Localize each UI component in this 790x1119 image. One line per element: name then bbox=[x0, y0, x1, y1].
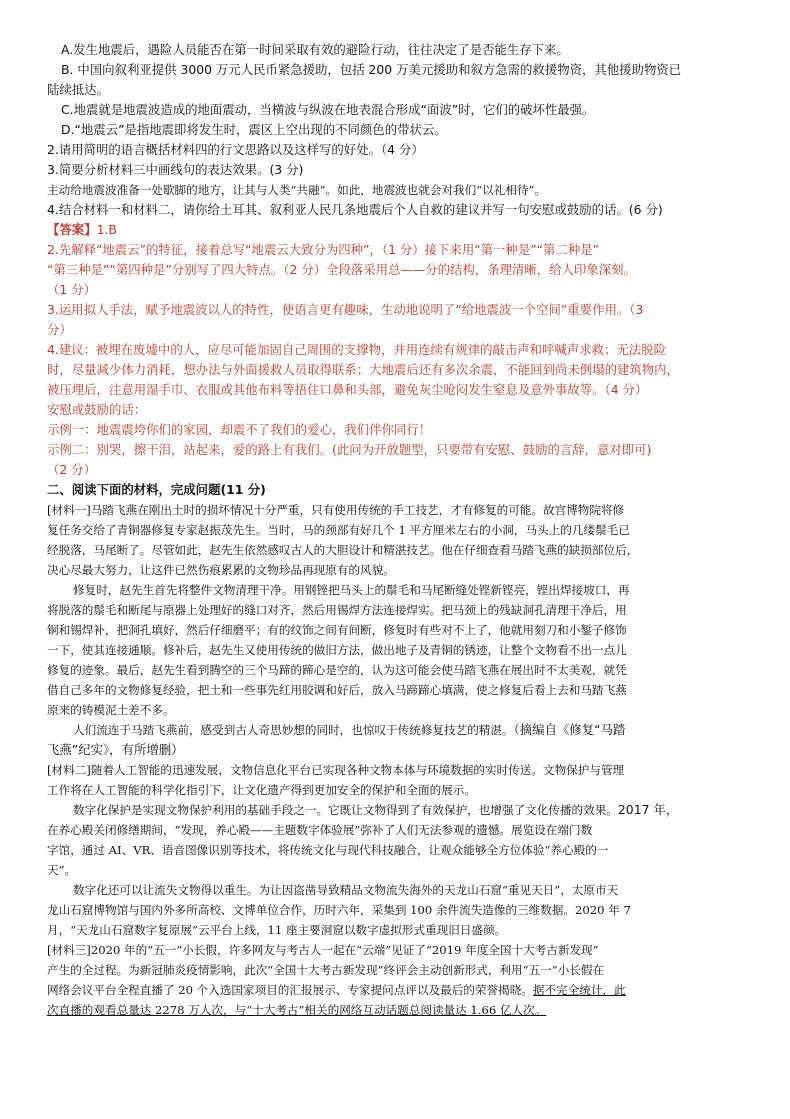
answer-4-line: 时，尽量减少体力消耗，想办法与外面援救人员取得联系；大地震后还有多次余震，不能回到尚未倒塌的建筑物内， bbox=[47, 362, 679, 377]
answer-2-line: 2.先解释“地震云”的特征，接着总写“地震云大致分为四种”，（1 分）接下来用“第一种是”“第二种是” bbox=[47, 242, 600, 257]
answer-label: 【答案】 bbox=[47, 222, 97, 237]
option-b-cont: 陆续抵达。 bbox=[47, 82, 109, 97]
material-2-text: 数字化保护是实现文物保护利用的基础手段之一。它既让文物得到了有效保护，也增强了文化传播的效果。 bbox=[73, 803, 618, 817]
material-1-line: 经脱落，马尾断了。尽管如此，赵先生依然感叹古人的大胆设计和精湛技艺。他在仔细查看马踏飞燕的缺损部位后， bbox=[47, 543, 639, 557]
underlined-sentence: 次直播的观看总量达 2278 万人次，与“十大考古”相关的网络互动话题总阅读量达 1.66 亿人次。 bbox=[47, 1003, 547, 1017]
material-3-line: 产生的全过程。为新冠肺炎疫情影响，此次“全国十大考古新发现”终评会主动创新形式，利用“五一”小长假在 bbox=[47, 963, 605, 977]
answer-3-line: 分） bbox=[47, 322, 72, 337]
source-citation-cont: 飞燕”纪实》，有所增删） bbox=[47, 742, 184, 757]
source-citation: （摘编自《修复“马踏 bbox=[513, 722, 626, 737]
material-2-line: [材料二]随着人工智能的迅速发展，文物信息化平台已实现各种文物本体与环境数据的实时传送。文物保护与管理 bbox=[47, 763, 625, 777]
material-1-line: [材料一]马踏飞燕在刚出土时的损坏情况十分严重，只有使用传统的手工技艺，才有修复的可能。故宫博物院将修 bbox=[47, 503, 625, 517]
option-a: A.发生地震后，遇险人员能否在第一时间采取有效的避险行动，往往决定了是否能生存下来。 bbox=[61, 42, 569, 57]
answer-4-line: 4.建议：被埋在废墟中的人，应尽可能加固自己周围的支撑物，并用连续有规律的敲击声和呼喊声求救；无法脱险 bbox=[47, 342, 666, 357]
option-d: D.“地震云”是指地震即将发生时，震区上空出现的不同颜色的带状云。 bbox=[61, 122, 447, 137]
answer-1-value: 1.B bbox=[96, 222, 117, 237]
question-3: 3.简要分析材料三中画线句的表达效果。(3 分) bbox=[47, 162, 304, 177]
material-2-line: 数字化还可以让流失文物得以重生。为让因盗凿导致精品文物流失海外的天龙山石窟“重见天日”，太原市天 bbox=[73, 883, 619, 897]
answer-2-line: （1 分） bbox=[47, 282, 96, 297]
material-2-line: 龙山石窟博物馆与国内外多所高校、文博单位合作，历时六年，采集到 100 余件流失造像的三维数据。2020 年 7 bbox=[47, 903, 631, 917]
question-4: 4.结合材料一和材料二，请你给土耳其、叙利亚人民几条地震后个人自救的建议并写一句安慰或鼓励的话。(6 分) bbox=[47, 202, 663, 217]
material-1-line: 修复时，赵先生首先将整件文物清理干净。用钢锉把马头上的鬃毛和马尾断缝处铿新铿亮，铿出焊接坡口，再 bbox=[73, 583, 630, 597]
answer-1 bbox=[47, 220, 747, 240]
material-1-line: 一下，使其连接通顺。修补后，赵先生又使用传统的做旧方法，做出地子及青铜的锈迹，让整个文物看不出一点儿 bbox=[47, 643, 627, 657]
material-2-line bbox=[47, 800, 747, 820]
material-1-closing bbox=[47, 720, 747, 740]
option-c: C.地震就是地震波造成的地面震动，当横波与纵波在地表混合形成“面波”时，它们的破坏性最强。 bbox=[61, 102, 595, 117]
document-page bbox=[47, 0, 747, 1020]
answer-4-line: （2 分） bbox=[47, 462, 96, 477]
material-2-line: 字馆，通过 AI、VR、语音图像识别等技术，将传统文化与现代科技融合，让观众能够全方位体验“养心殿的一 bbox=[47, 843, 609, 857]
question-2: 2.请用简明的语言概括材料四的行文思路以及这样写的好处。（4 分） bbox=[47, 142, 424, 157]
answer-4-example: 示例二：别哭，擦干泪，站起来，爱的路上有我们。(此问为开放题型，只要带有安慰、鼓励的言辞，意对即可) bbox=[47, 442, 652, 457]
option-b: B. 中国向叙利亚提供 3000 万元人民币紧急援助，包括 200 万美元援助和叙方急需的救援物资，其他援助物资已 bbox=[61, 62, 682, 77]
material-1-line: 借自己多年的文物修复经验，把土和一些事先红用胶调和好后，放入马蹄蹄心填满，使之修复后看上去和马踏飞燕 bbox=[47, 683, 627, 697]
answer-2-line: “第三种是”“第四种是”分别写了四大特点。（2 分）全段落采用总——分的结构，条理清晰，给人印象深刻。 bbox=[47, 262, 636, 277]
material-2-line: 天”。 bbox=[47, 863, 77, 877]
material-1-line: 决心尽最大努力，让这件已然伤痕累累的文物珍品再现原有的风貌。 bbox=[47, 563, 395, 577]
material-3-text: 网络会议平台全程直播了 20 个入选国家项目的汇报展示、专家提问点评以及最后的荣誉揭晓。 bbox=[47, 983, 533, 997]
material-2-line: 月，“天龙山石窟数字复原展”云平台上线，11 座主要洞窟以数字虚拟形式重现旧日盛颜。 bbox=[47, 923, 507, 937]
section-2-heading: 二、阅读下面的材料，完成问题(11 分) bbox=[47, 482, 266, 497]
answer-3-line: 3.运用拟人手法，赋予地震波以人的特性，使语言更有趣味，生动地说明了“给地震波一个空间”重要作用。（3 bbox=[47, 302, 644, 317]
material-1-line: 复任务交给了青铜器修复专家赵振茂先生。当时，马的颈部有好几个 1 平方厘米左右的小洞，马头上的几缕鬃毛已 bbox=[47, 523, 630, 537]
material-2-line: 在养心殿关闭修缮期间，“发现，养心殿——主题数字体验展”弥补了人们无法参观的遗憾。展览设在端门数 bbox=[47, 823, 593, 837]
material-1-line: 原来的铸模泥土差不多。 bbox=[47, 703, 175, 717]
answer-4-line: 被压埋后，注意用湿手巾、衣服或其他布料等捂住口鼻和头部，避免灰尘呛闷发生窒息及意外事故等。（4 分） bbox=[47, 382, 648, 397]
material-1-closing-text: 人们流连于马踏飞燕前，感受到古人奇思妙想的同时，也惊叹于传统修复技艺的精湛。 bbox=[73, 723, 514, 737]
question-3-quote: 主动给地震波准备一处歇脚的地方，让其与人类“共融”。如此，地震波也就会对我们“以礼相待”。 bbox=[47, 183, 547, 197]
material-2-year: 2017 年， bbox=[617, 802, 679, 817]
material-1-line: 铜和锡焊补，把洞孔填好，然后仔细磨平；有的纹饰之间有间断，修复时有些对不上了，他就用刻刀和小錾子修饰 bbox=[47, 623, 627, 637]
material-1-line: 将脱落的鬃毛和断尾与原器上处理好的缝口对齐，然后用锡焊方法连接焊实。把马颈上的残缺洞孔清理干净后，用 bbox=[47, 603, 627, 617]
answer-4-line: 安慰或鼓励的话： bbox=[47, 402, 147, 417]
material-2-line: 工作将在人工智能的科学化指引下，让文化遗产得到更加安全的保护和全面的展示。 bbox=[47, 783, 476, 797]
material-1-line: 修复的迹象。最后，赵先生看到腾空的三个马蹄的蹄心是空的，认为这可能会使马踏飞燕在展出时不太美观，就凭 bbox=[47, 663, 627, 677]
material-3-line: [材料三]2020 年的“五一”小长假，许多网友与考古人一起在“云端”见证了“2019 年度全国十大考古新发现” bbox=[47, 943, 599, 957]
underlined-sentence: 据不完全统计，此 bbox=[532, 983, 626, 997]
answer-4-example: 示例一：地震震垮你们的家园，却震不了我们的爱心，我们伴你同行！ bbox=[47, 422, 432, 437]
material-3-line bbox=[47, 980, 747, 1000]
